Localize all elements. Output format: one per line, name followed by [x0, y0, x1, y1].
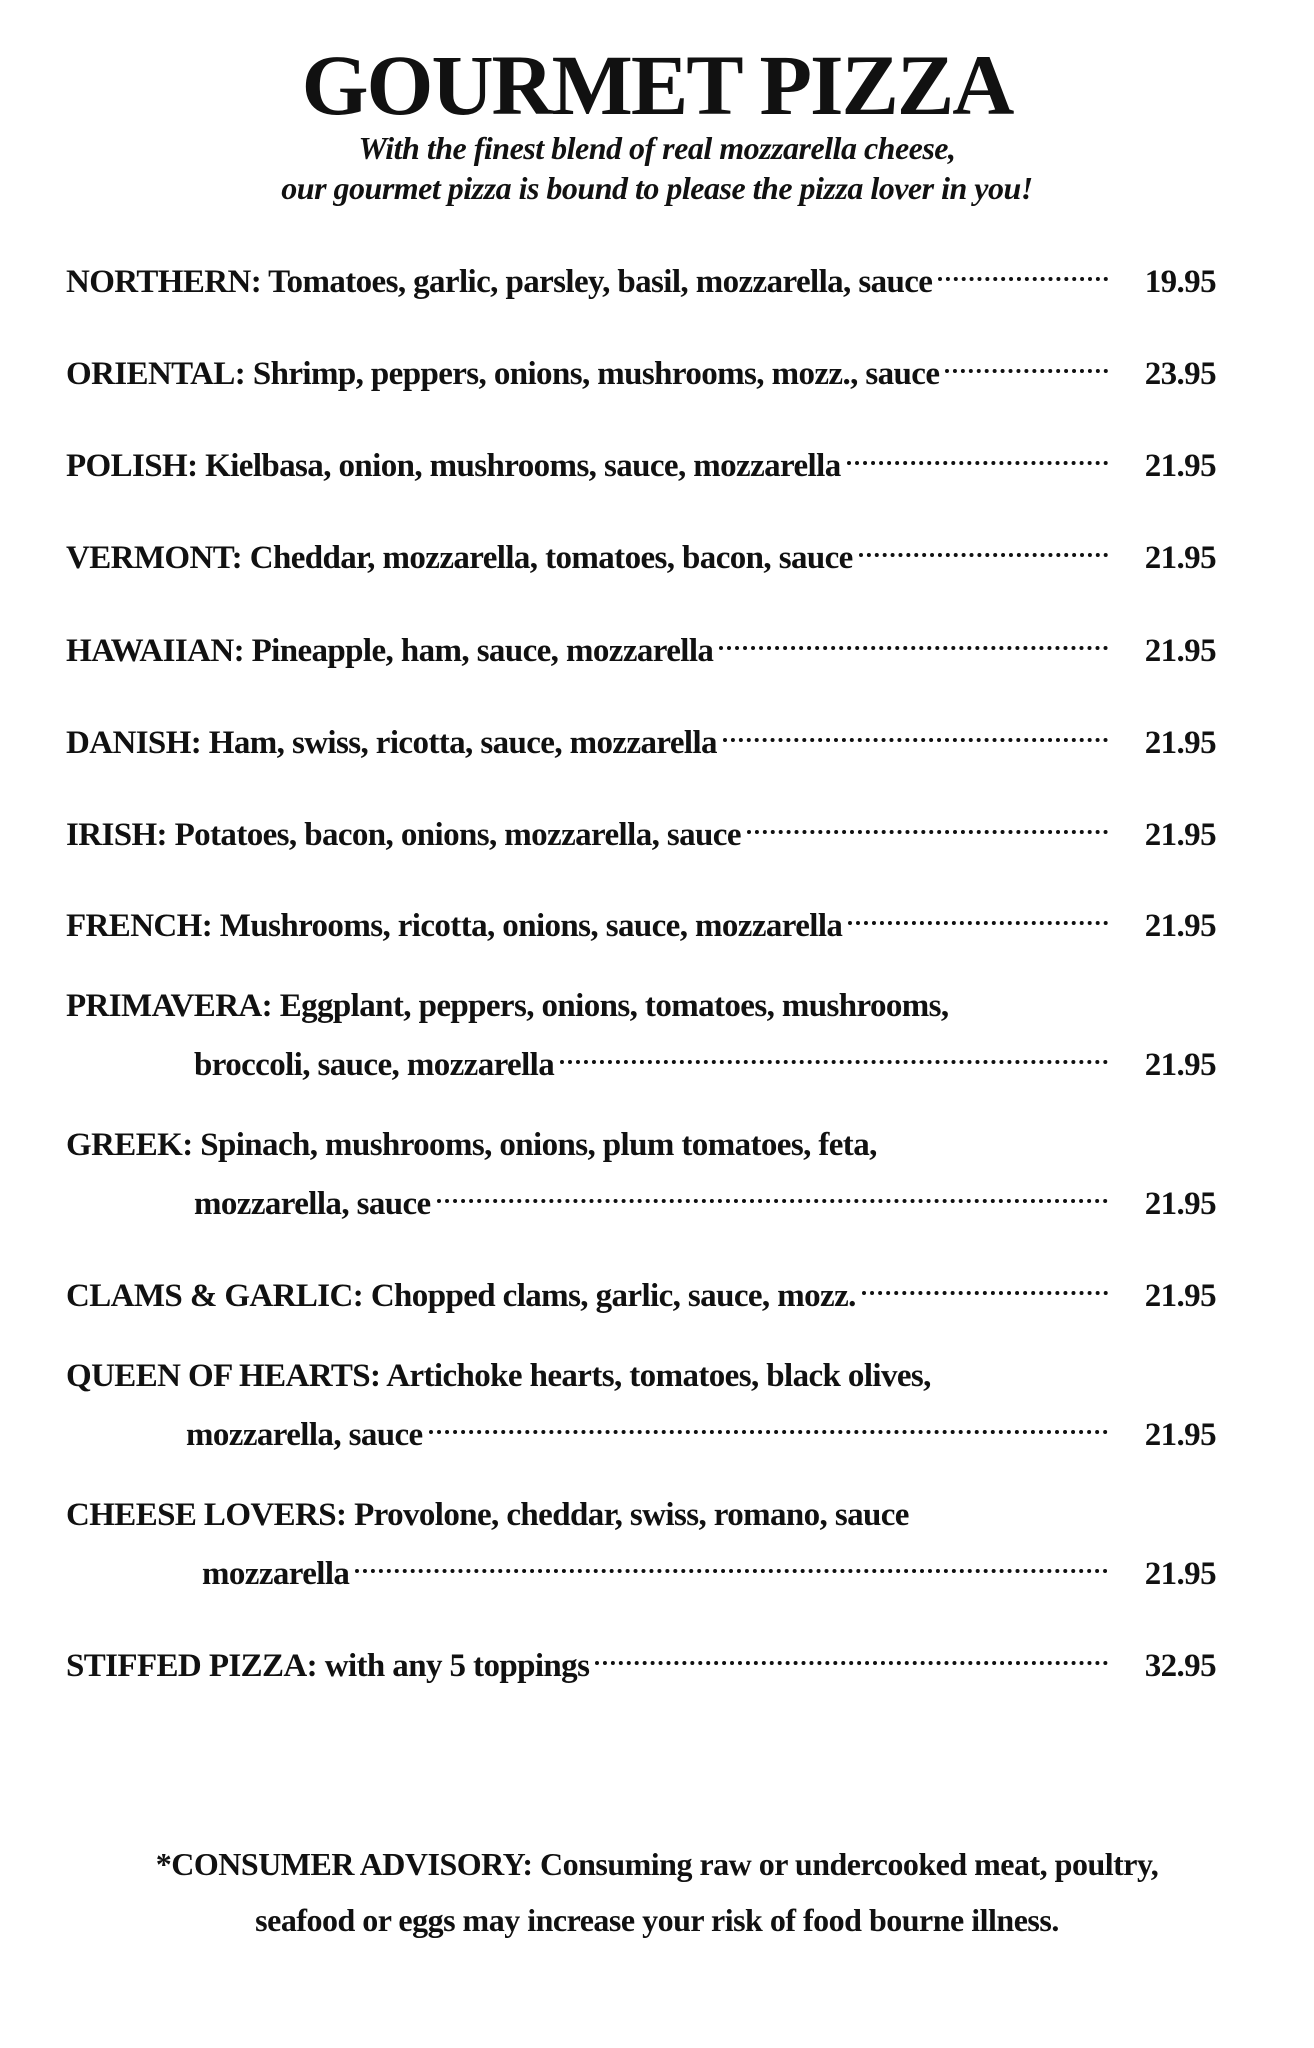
- menu-list: [66, 246, 1216, 1684]
- item-description: ORIENTAL: Shrimp, peppers, onions, mushrooms, mozz., sauce: [66, 356, 940, 392]
- item-price: 32.95: [1144, 1648, 1216, 1684]
- item-description: CLAMS & GARLIC: Chopped clams, garlic, sauce, mozz.: [66, 1278, 856, 1314]
- menu-item-vermont: [66, 522, 1216, 576]
- advisory-line-2: seafood or eggs may increase your risk of food bourne illness.: [255, 1902, 1059, 1938]
- item-description: HAWAIIAN: Pineapple, ham, sauce, mozzarella: [66, 633, 714, 669]
- item-description: STIFFED PIZZA: with any 5 toppings: [66, 1648, 590, 1684]
- item-description-continued: mozzarella, sauce: [194, 1186, 431, 1222]
- item-price: 21.95: [1144, 1417, 1216, 1453]
- item-price: 21.95: [1144, 1556, 1216, 1592]
- dot-leader: [859, 522, 1108, 568]
- menu-item-oriental: [66, 338, 1216, 392]
- dot-leader: [355, 1538, 1108, 1584]
- menu-item-irish: [66, 799, 1216, 853]
- item-description: PRIMAVERA: Eggplant, peppers, onions, tomatoes, mushrooms,: [66, 988, 949, 1024]
- item-price: 21.95: [1144, 725, 1216, 761]
- tagline-line-1: With the finest blend of real mozzarella cheese,: [358, 130, 956, 166]
- item-description: FRENCH: Mushrooms, ricotta, onions, sauce, mozzarella: [66, 908, 843, 944]
- menu-item-greek: [66, 1122, 1216, 1222]
- tagline-line-2: our gourmet pizza is bound to please the pizza lover in you!: [281, 170, 1033, 206]
- item-description: NORTHERN: Tomatoes, garlic, parsley, basil, mozzarella, sauce: [66, 264, 933, 300]
- item-description: DANISH: Ham, swiss, ricotta, sauce, mozzarella: [66, 725, 717, 761]
- item-description: GREEK: Spinach, mushrooms, onions, plum tomatoes, feta,: [66, 1127, 877, 1163]
- dot-leader: [862, 1260, 1108, 1306]
- menu-item-french: [66, 890, 1216, 944]
- menu-item-polish: [66, 430, 1216, 484]
- dot-leader: [437, 1168, 1108, 1214]
- dot-leader: [560, 1029, 1108, 1075]
- menu-item-primavera: [66, 983, 1216, 1083]
- dot-leader: [723, 707, 1108, 753]
- item-price: 21.95: [1144, 817, 1216, 853]
- page-title: GOURMET PIZZA: [301, 37, 1013, 133]
- dot-leader: [429, 1399, 1108, 1445]
- dot-leader: [847, 430, 1108, 476]
- item-description-continued: mozzarella: [202, 1556, 350, 1592]
- menu-item-cheese-lovers: [66, 1492, 1216, 1592]
- item-price: 21.95: [1144, 908, 1216, 944]
- item-description: POLISH: Kielbasa, onion, mushrooms, sauce, mozzarella: [66, 448, 841, 484]
- item-price: 23.95: [1144, 356, 1216, 392]
- tagline: [0, 128, 1314, 208]
- dot-leader: [848, 890, 1108, 936]
- menu-item-stiffed-pizza: [66, 1630, 1216, 1684]
- dot-leader: [719, 615, 1108, 661]
- advisory-line-1: *CONSUMER ADVISORY: Consuming raw or undercooked meat, poultry,: [155, 1846, 1159, 1882]
- menu-item-danish: [66, 707, 1216, 761]
- item-price: 21.95: [1144, 1278, 1216, 1314]
- item-description: IRISH: Potatoes, bacon, onions, mozzarella, sauce: [66, 817, 741, 853]
- item-description-continued: mozzarella, sauce: [186, 1417, 423, 1453]
- menu-item-clams-garlic: [66, 1260, 1216, 1314]
- item-price: 21.95: [1144, 448, 1216, 484]
- item-price: 21.95: [1144, 1047, 1216, 1083]
- menu-item-hawaiian: [66, 615, 1216, 669]
- item-price: 21.95: [1144, 633, 1216, 669]
- item-description: QUEEN OF HEARTS: Artichoke hearts, tomatoes, black olives,: [66, 1358, 931, 1394]
- item-description: CHEESE LOVERS: Provolone, cheddar, swiss, romano, sauce: [66, 1497, 909, 1533]
- item-description-continued: broccoli, sauce, mozzarella: [194, 1047, 555, 1083]
- menu-item-queen-of-hearts: [66, 1353, 1216, 1453]
- menu-item-northern: [66, 246, 1216, 300]
- dot-leader: [938, 246, 1108, 292]
- dot-leader: [747, 799, 1108, 845]
- item-description: VERMONT: Cheddar, mozzarella, tomatoes, bacon, sauce: [66, 540, 853, 576]
- item-price: 21.95: [1144, 540, 1216, 576]
- item-price: 19.95: [1144, 264, 1216, 300]
- consumer-advisory: [0, 1836, 1314, 1948]
- item-price: 21.95: [1144, 1186, 1216, 1222]
- dot-leader: [945, 338, 1108, 384]
- dot-leader: [595, 1630, 1108, 1676]
